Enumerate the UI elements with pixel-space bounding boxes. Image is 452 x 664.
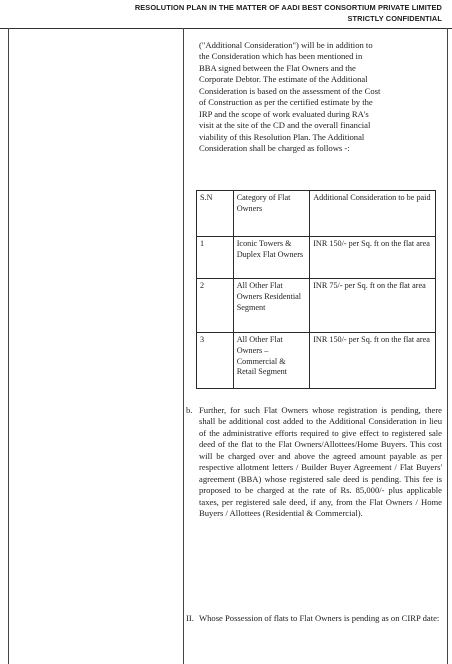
possession-pending-heading xyxy=(186,613,442,624)
header-rule xyxy=(0,28,452,29)
registration-fee-paragraph xyxy=(186,405,442,520)
cell-category: All Other Flat Owners – Commercial & Retail Segment xyxy=(233,333,310,389)
header-sn: S.N xyxy=(197,191,234,237)
table-row xyxy=(197,279,436,333)
header-consideration: Additional Consideration to be paid xyxy=(310,191,436,237)
table-row xyxy=(197,333,436,389)
left-margin-line xyxy=(8,28,9,664)
consideration-table xyxy=(196,190,436,389)
cell-consideration: INR 150/- per Sq. ft on the flat area xyxy=(310,237,436,279)
page-header xyxy=(82,2,442,24)
paragraph-line: BBA signed between the Flat Owners and the xyxy=(199,62,356,73)
paragraph-line: viability of this Resolution Plan. The Additional xyxy=(199,131,365,142)
paragraph-line: Consideration is based on the assessment of the Cost xyxy=(199,85,381,96)
header-confidential: STRICTLY CONFIDENTIAL xyxy=(347,14,442,23)
right-margin-line xyxy=(447,28,448,664)
paragraph-line: Corporate Debtor. The estimate of the Additional xyxy=(199,74,368,85)
center-column-line xyxy=(183,28,184,664)
section-text: Whose Possession of flats to Flat Owners is pending as on CIRP date: xyxy=(199,613,440,623)
header-category: Category of Flat Owners xyxy=(233,191,310,237)
cell-sn: 2 xyxy=(197,279,234,333)
list-marker: b. xyxy=(186,405,193,415)
paragraph-line: Consideration shall be charged as follows -: xyxy=(199,143,350,154)
additional-consideration-paragraph xyxy=(199,40,442,155)
paragraph-line: of Construction as per the certified estimate by the xyxy=(199,97,373,108)
cell-sn: 3 xyxy=(197,333,234,389)
paragraph-text: Further, for such Flat Owners whose registration is pending, there shall be additional cost added to the Additional Consideration in lieu of the administrative efforts required to give effect to registered sale deed of the flat to the Flat Owners/Allottees/Home Buyers. This cost will be charged over and above the agreed amount payable as per respective allotment letters / Builder Buyer Agreement / Flat Buyers' agreement (BBA) whose registered sale deed is pending. This fee is proposed to be charged at the rate of Rs. 85,000/- plus applicable taxes, per registered sale deed, if any, from the Flat Owners / Home Buyers / Allottees (Residential & Commercial). xyxy=(199,405,442,519)
section-marker: II. xyxy=(186,613,194,623)
paragraph-line: the Consideration which has been mentioned in xyxy=(199,51,363,62)
header-title: RESOLUTION PLAN IN THE MATTER OF AADI BEST CONSORTIUM PRIVATE LIMITED xyxy=(134,3,442,12)
cell-sn: 1 xyxy=(197,237,234,279)
table-header-row xyxy=(197,191,436,237)
paragraph-line: ("Additional Consideration") will be in addition to xyxy=(199,40,373,50)
cell-consideration: INR 75/- per Sq. ft on the flat area xyxy=(310,279,436,333)
cell-category: Iconic Towers & Duplex Flat Owners xyxy=(233,237,310,279)
paragraph-line: IRP and the scope of work evaluated during RA's xyxy=(199,108,369,119)
cell-consideration: INR 150/- per Sq. ft on the flat area xyxy=(310,333,436,389)
paragraph-line: visit at the site of the CD and the overall financial xyxy=(199,120,371,131)
cell-category: All Other Flat Owners Residential Segment xyxy=(233,279,310,333)
table-row xyxy=(197,237,436,279)
